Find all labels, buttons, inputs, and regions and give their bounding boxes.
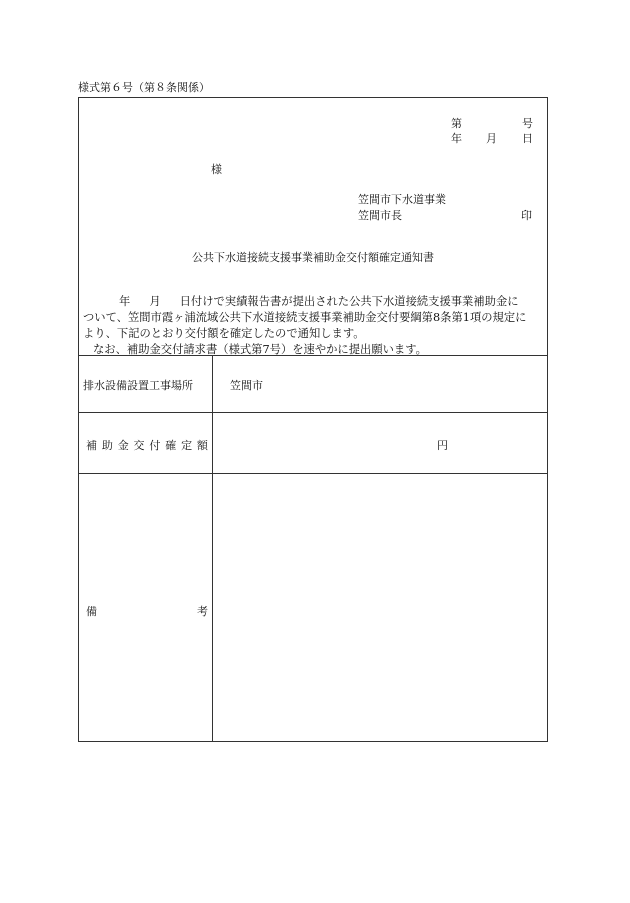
notice-body — [83, 294, 545, 358]
remarks-label-right: 考 — [197, 605, 208, 618]
date-year: 年 — [451, 132, 462, 145]
date-month: 月 — [486, 132, 497, 145]
table-column-divider — [212, 355, 213, 741]
body-month: 月 — [149, 295, 161, 308]
number-go: 号 — [522, 117, 533, 130]
body-line-1 — [83, 294, 545, 310]
body-line-4: なお、補助金交付請求書（様式第7号）を速やかに提出願います。 — [93, 343, 427, 356]
body-line-2: ついて、笠間市霞ヶ浦流域公共下水道接続支援事業補助金交付要綱第8条第1項の規定に — [83, 311, 527, 324]
table-top-border — [79, 355, 547, 356]
addressee-sama: 様 — [211, 163, 222, 176]
form-number-label: 様式第６号（第８条関係） — [78, 81, 210, 94]
number-dai: 第 — [451, 117, 462, 130]
table-row-divider-2 — [79, 473, 547, 474]
seal-mark: 印 — [521, 209, 532, 222]
body-year: 年 — [119, 295, 131, 308]
sender-line2: 笠間市長 — [358, 209, 402, 222]
notice-title: 公共下水道接続支援事業補助金交付額確定通知書 — [192, 251, 434, 264]
work-location-value: 笠間市 — [230, 379, 263, 392]
subsidy-amount-unit: 円 — [437, 439, 448, 452]
subsidy-amount-label: 補 助 金 交 付 確 定 額 — [86, 439, 208, 452]
table-row-divider-1 — [79, 412, 547, 413]
date-day: 日 — [522, 132, 533, 145]
body-line1-rest: 日付けで実績報告書が提出された公共下水道接続支援事業補助金に — [179, 295, 519, 308]
remarks-label-left: 備 — [86, 605, 97, 618]
notice-frame — [78, 97, 548, 742]
sender-line1: 笠間市下水道事業 — [358, 193, 446, 206]
work-location-label: 排水設備設置工事場所 — [83, 379, 193, 392]
body-line-3: より、下記のとおり交付額を確定したので通知します。 — [83, 327, 365, 340]
